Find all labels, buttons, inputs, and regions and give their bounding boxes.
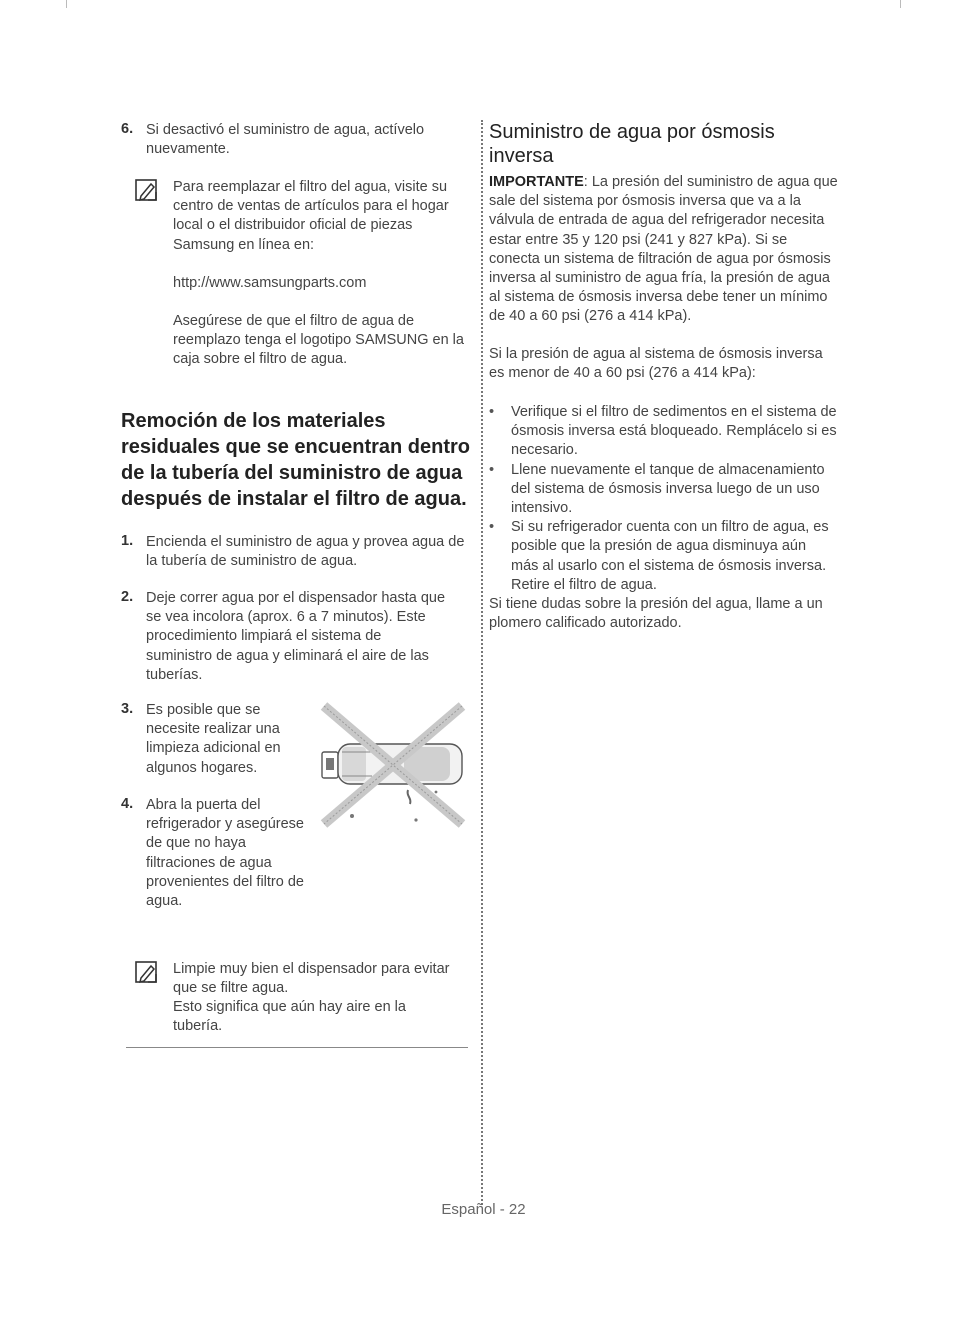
section-title: Remoción de los materiales residuales que se encuentran dentro de la tubería del suministro de agua después de instalar el filtro de agua. bbox=[121, 410, 470, 510]
step-number: 6. bbox=[121, 121, 134, 137]
page-number: Español - 22 bbox=[441, 1201, 526, 1218]
note-icon bbox=[134, 178, 160, 204]
step-number: 4. bbox=[121, 796, 134, 812]
filter-crossed-out-illustration bbox=[312, 700, 472, 830]
list-item: • Si su refrigerador cuenta con un filtro de agua, es posible que la presión de agua disminuya aún más al usarlo con el sistema de ósmosis inversa. Retire el filtro de agua. bbox=[489, 518, 837, 595]
note-air-in-pipe: Esto significa que aún hay aire en la tubería. bbox=[173, 999, 406, 1035]
step-1-text: Encienda el suministro de agua y provea agua de la tubería de suministro de agua. bbox=[146, 534, 465, 570]
list-item: • Verifique si el filtro de sedimentos en el sistema de ósmosis inversa está bloqueado. Remplácelo si es necesario. bbox=[489, 403, 837, 461]
step-number: 1. bbox=[121, 533, 134, 549]
step-6-text: Si desactivó el suministro de agua, actívelo nuevamente. bbox=[146, 122, 425, 158]
recommendation-list bbox=[489, 403, 837, 595]
low-pressure-text: Si la presión de agua al sistema de ósmosis inversa es menor de 40 a 60 psi (276 a 414 kPa): bbox=[489, 346, 823, 382]
step-number: 2. bbox=[121, 589, 134, 605]
parts-url: http://www.samsungparts.com bbox=[173, 275, 367, 291]
step-2-text: Deje correr agua por el dispensador hasta que se vea incolora (aprox. 6 a 7 minutos). Este procedimiento limpiará el sistema de suministro de agua y eliminará el aire de las tuberías. bbox=[146, 590, 446, 683]
important-text: : La presión del suministro de agua que sale del sistema por ósmosis inversa que va a la válvula de entrada de agua del refrigerador necesita estar entre 35 y 120 psi (241 y 827 kPa). Si se conecta un sistema de filtración de agua por ósmosis inversa al suministro de agua fría, la presión de agua al sistema de ósmosis inversa debe tener un mínimo de 40 a 60 psi (276 a 414 kPa). bbox=[489, 174, 838, 325]
column-divider bbox=[481, 120, 483, 1205]
note-replace-filter: Para reemplazar el filtro del agua, visite su centro de ventas de artículos para el hogar local o el distribuidor oficial de piezas Samsung en línea en: bbox=[173, 179, 449, 253]
step-number: 3. bbox=[121, 701, 134, 717]
note-icon bbox=[134, 960, 160, 986]
closing-text: Si tiene dudas sobre la presión del agua, llame a un plomero calificado autorizado. bbox=[489, 596, 823, 632]
crop-mark-left bbox=[66, 0, 67, 8]
list-item: • Llene nuevamente el tanque de almacenamiento del sistema de ósmosis inversa luego de un uso intensivo. bbox=[489, 461, 837, 519]
step-4-text: Abra la puerta del refrigerador y asegúrese de que no haya filtraciones de agua provenientes del filtro de agua. bbox=[146, 797, 304, 910]
step-3-text: Es posible que se necesite realizar una limpieza adicional en algunos hogares. bbox=[146, 702, 281, 776]
ro-section-title: Suministro de agua por ósmosis inversa bbox=[489, 121, 775, 167]
crop-mark-right bbox=[900, 0, 901, 8]
note-samsung-logo: Asegúrese de que el filtro de agua de reemplazo tenga el logotipo SAMSUNG en la caja sobre el filtro de agua. bbox=[173, 313, 464, 368]
note-clean-dispenser: Limpie muy bien el dispensador para evitar que se filtre agua. bbox=[173, 961, 450, 997]
note-divider bbox=[126, 1047, 468, 1048]
important-label: IMPORTANTE bbox=[489, 174, 584, 190]
important-paragraph bbox=[489, 173, 841, 327]
